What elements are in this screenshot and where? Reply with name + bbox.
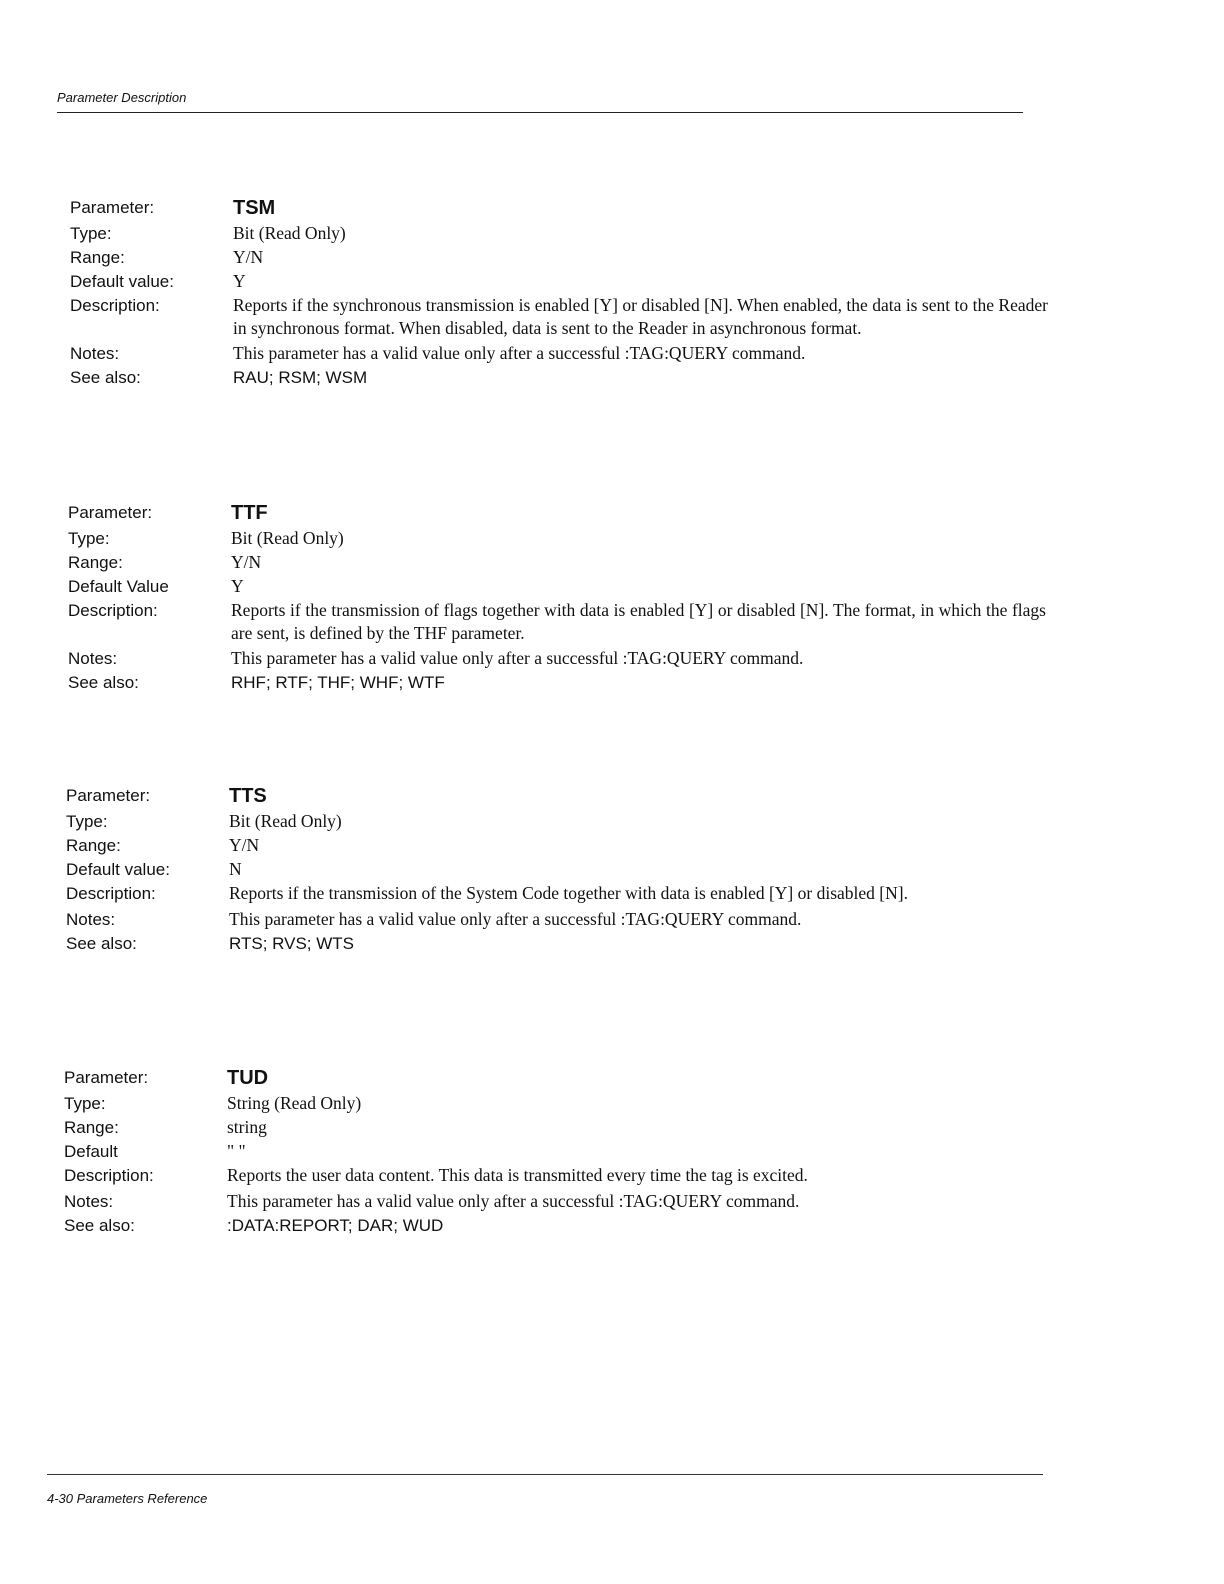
- description-value: Reports if the transmission of the System Code together with data is enabled [Y] or disabled [N].: [229, 883, 908, 903]
- parameter-label: Parameter:: [70, 198, 155, 217]
- default-value: N: [229, 859, 242, 879]
- type-label: Type:: [64, 1094, 106, 1113]
- range-label: Range:: [64, 1118, 119, 1137]
- type-value: Bit (Read Only): [231, 528, 344, 548]
- description-row: [68, 599, 1068, 647]
- default-row: [66, 858, 1066, 882]
- type-row: [70, 222, 1070, 246]
- default-label: Default Value: [68, 577, 169, 596]
- type-label: Type:: [68, 529, 110, 548]
- default-row: [70, 270, 1070, 294]
- footer-rule: [47, 1474, 1043, 1475]
- range-label: Range:: [70, 248, 125, 267]
- range-row: [68, 551, 1068, 575]
- notes-row: [66, 908, 1066, 932]
- param-block-ttf: [68, 499, 1068, 695]
- parameter-row: [64, 1064, 1064, 1092]
- param-block-tsm: [70, 194, 1070, 390]
- see-also-label: See also:: [68, 673, 139, 692]
- type-row: [68, 527, 1068, 551]
- type-value: Bit (Read Only): [229, 811, 342, 831]
- see-also-label: See also:: [70, 368, 141, 387]
- default-row: [68, 575, 1068, 599]
- type-value: Bit (Read Only): [233, 223, 346, 243]
- description-value: Reports if the synchronous transmission is enabled [Y] or disabled [N]. When enabled, the data is sent to the Reader in synchronous format. When disabled, data is sent to the Reader in asynchronous format.: [233, 295, 1048, 338]
- see-also-label: See also:: [66, 934, 137, 953]
- description-row: [64, 1164, 1064, 1190]
- parameter-label: Parameter:: [66, 786, 151, 805]
- description-value: Reports if the transmission of flags together with data is enabled [Y] or disabled [N]. The format, in which the flags are sent, is defined by the THF parameter.: [231, 600, 1046, 643]
- default-value: " ": [227, 1141, 246, 1161]
- description-row: [66, 882, 1066, 908]
- see-also-row: [64, 1214, 1064, 1238]
- see-also-row: [66, 932, 1066, 956]
- see-also-value: RHF; RTF; THF; WHF; WTF: [231, 673, 445, 692]
- notes-label: Notes:: [70, 344, 120, 363]
- see-also-value: RTS; RVS; WTS: [229, 934, 355, 953]
- see-also-row: [70, 366, 1070, 390]
- notes-row: [68, 647, 1068, 671]
- parameter-name: TUD: [227, 1067, 269, 1089]
- range-row: [70, 246, 1070, 270]
- default-value: Y: [231, 576, 244, 596]
- range-value: Y/N: [229, 835, 260, 855]
- parameter-name: TSM: [233, 197, 276, 219]
- notes-value: This parameter has a valid value only after a successful :TAG:QUERY command.: [227, 1191, 800, 1211]
- notes-row: [70, 342, 1070, 366]
- type-row: [64, 1092, 1064, 1116]
- parameter-name: TTS: [229, 785, 267, 807]
- see-also-row: [68, 671, 1068, 695]
- default-row: [64, 1140, 1064, 1164]
- default-label: Default: [64, 1142, 118, 1161]
- type-value: String (Read Only): [227, 1093, 362, 1113]
- type-row: [66, 810, 1066, 834]
- notes-label: Notes:: [66, 910, 116, 929]
- notes-value: This parameter has a valid value only after a successful :TAG:QUERY command.: [231, 648, 804, 668]
- description-label: Description:: [64, 1166, 154, 1185]
- parameter-row: [70, 194, 1070, 222]
- description-row: [70, 294, 1070, 342]
- parameter-name: TTF: [231, 502, 268, 524]
- see-also-value: RAU; RSM; WSM: [233, 368, 368, 387]
- notes-label: Notes:: [68, 649, 118, 668]
- see-also-label: See also:: [64, 1216, 135, 1235]
- param-block-tud: [64, 1064, 1064, 1238]
- page-header: [57, 90, 1023, 113]
- range-row: [66, 834, 1066, 858]
- range-label: Range:: [66, 836, 121, 855]
- range-label: Range:: [68, 553, 123, 572]
- running-header-title: Parameter Description: [57, 90, 187, 105]
- range-value: string: [227, 1117, 267, 1137]
- notes-value: This parameter has a valid value only after a successful :TAG:QUERY command.: [233, 343, 806, 363]
- parameter-row: [66, 782, 1066, 810]
- param-block-tts: [66, 782, 1066, 956]
- default-label: Default value:: [70, 272, 174, 291]
- notes-label: Notes:: [64, 1192, 114, 1211]
- default-label: Default value:: [66, 860, 170, 879]
- parameter-label: Parameter:: [64, 1068, 149, 1087]
- notes-row: [64, 1190, 1064, 1214]
- type-label: Type:: [70, 224, 112, 243]
- description-label: Description:: [66, 884, 156, 903]
- range-value: Y/N: [231, 552, 262, 572]
- page-footer: 4-30 Parameters Reference: [47, 1491, 208, 1506]
- default-value: Y: [233, 271, 246, 291]
- description-label: Description:: [68, 601, 158, 620]
- notes-value: This parameter has a valid value only after a successful :TAG:QUERY command.: [229, 909, 802, 929]
- range-row: [64, 1116, 1064, 1140]
- parameter-label: Parameter:: [68, 503, 153, 522]
- parameter-row: [68, 499, 1068, 527]
- description-value: Reports the user data content. This data is transmitted every time the tag is excited.: [227, 1165, 808, 1185]
- see-also-value: :DATA:REPORT; DAR; WUD: [227, 1216, 444, 1235]
- description-label: Description:: [70, 296, 160, 315]
- range-value: Y/N: [233, 247, 264, 267]
- type-label: Type:: [66, 812, 108, 831]
